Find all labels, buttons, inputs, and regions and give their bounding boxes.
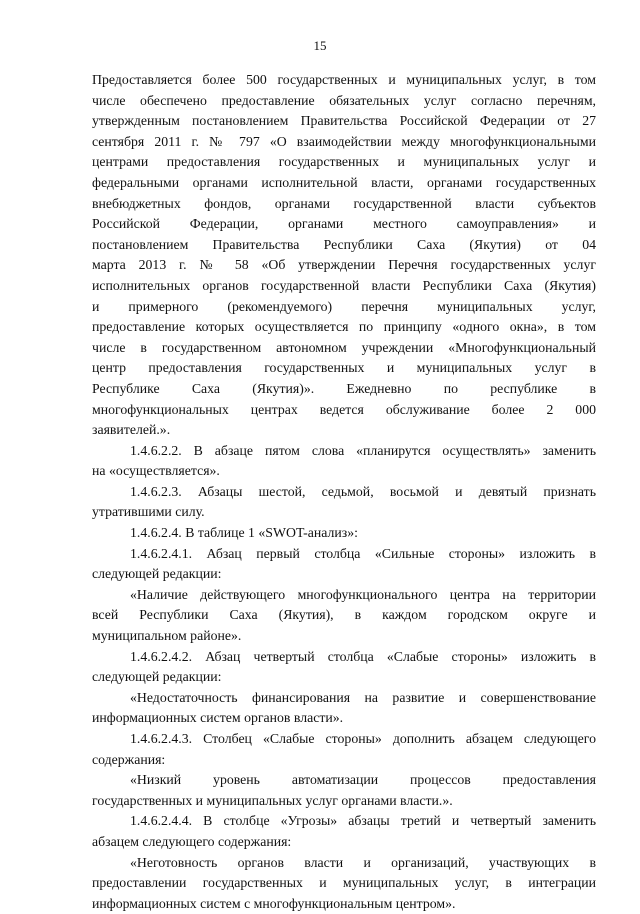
text-line: содержания:: [92, 751, 166, 767]
text-line: информационных систем с многофункциональным центром».: [92, 895, 456, 911]
text-line: государственных и муниципальных услуг органами власти.».: [92, 792, 453, 808]
text-line: 1.4.6.2.2. В абзаце пятом слова «планирутся осуществлять» заменить: [130, 442, 596, 458]
text-line: исполнительных органов государственной власти Республики Саха (Якутия): [92, 277, 596, 293]
text-line: федеральными органами исполнительной власти, органами государственных: [92, 174, 596, 190]
text-line: информационных систем органов власти».: [92, 710, 344, 726]
text-line: следующей редакции:: [92, 669, 222, 685]
text-line: 1.4.6.2.4.4. В столбце «Угрозы» абзацы третий и четвертый заменить: [130, 813, 596, 829]
text-line: заявителей.».: [92, 422, 171, 438]
text-line: «Недостаточность финансирования на развитие и совершенствование: [130, 689, 596, 705]
text-line: сентября 2011 г. № 797 «О взаимодействии между многофункциональными: [92, 133, 596, 149]
text-line: всей Республики Саха (Якутия), в каждом городском округе и: [92, 607, 596, 623]
text-line: «Низкий уровень автоматизации процессов предоставления: [130, 772, 596, 788]
text-line: на «осуществляется».: [92, 463, 220, 479]
text-line: и примерного (рекомендуемого) перечня муниципальных услуг,: [92, 298, 596, 314]
text-line: числе обеспечено предоставление обязательных услуг согласно перечням,: [92, 92, 596, 108]
text-line: 1.4.6.2.4. В таблице 1 «SWOT-анализ»:: [130, 525, 358, 541]
text-line: абзацем следующего содержания:: [92, 833, 292, 849]
text-line: Республике Саха (Якутия)». Ежедневно по республике в: [92, 380, 596, 396]
text-line: 1.4.6.2.4.3. Столбец «Слабые стороны» дополнить абзацем следующего: [130, 731, 596, 746]
page-number: 15: [313, 38, 327, 53]
text-line: внебюджетных фондов, органами государственной власти субъектов: [92, 195, 596, 211]
text-line: «Неготовность органов власти и организаций, участвующих в: [130, 854, 596, 870]
text-line: марта 2013 г. № 58 «Об утверждении Перечня государственных услуг: [92, 257, 596, 273]
text-line: постановлением Правительства Республики Саха (Якутия) от 04: [92, 236, 596, 252]
text-line: 1.4.6.2.4.2. Абзац четвертый столбца «Слабые стороны» изложить в: [130, 648, 596, 664]
text-line: «Наличие действующего многофункционального центра на территории: [130, 586, 596, 602]
text-line: Российской Федерации, органами местного самоуправления» и: [92, 216, 596, 232]
text-line: следующей редакции:: [92, 566, 222, 582]
document-body: [92, 70, 596, 914]
text-line: утвержденным постановлением Правительства Российской Федерации от 27: [92, 113, 596, 129]
text-line: Предоставляется более 500 государственных и муниципальных услуг, в том: [92, 72, 596, 87]
text-line: предоставление которых осуществляется по принципу «одного окна», в том: [92, 319, 596, 335]
text-line: муниципальном районе».: [92, 628, 242, 644]
text-line: 1.4.6.2.3. Абзацы шестой, седьмой, восьмой и девятый признать: [130, 483, 596, 499]
text-line: центр предоставления государственных и муниципальных услуг в: [92, 360, 596, 376]
text-line: центрами предоставления государственных и муниципальных услуг и: [92, 154, 596, 170]
text-line: предоставлении государственных и муниципальных услуг, в интеграции: [92, 875, 596, 891]
text-line: числе в государственном автономном учреждении «Многофункциональный: [92, 339, 596, 355]
text-line: утратившими силу.: [92, 504, 205, 520]
text-line: многофункциональных центрах ведется обслуживание более 2 000: [92, 401, 596, 417]
text-line: 1.4.6.2.4.1. Абзац первый столбца «Сильные стороны» изложить в: [130, 545, 596, 561]
